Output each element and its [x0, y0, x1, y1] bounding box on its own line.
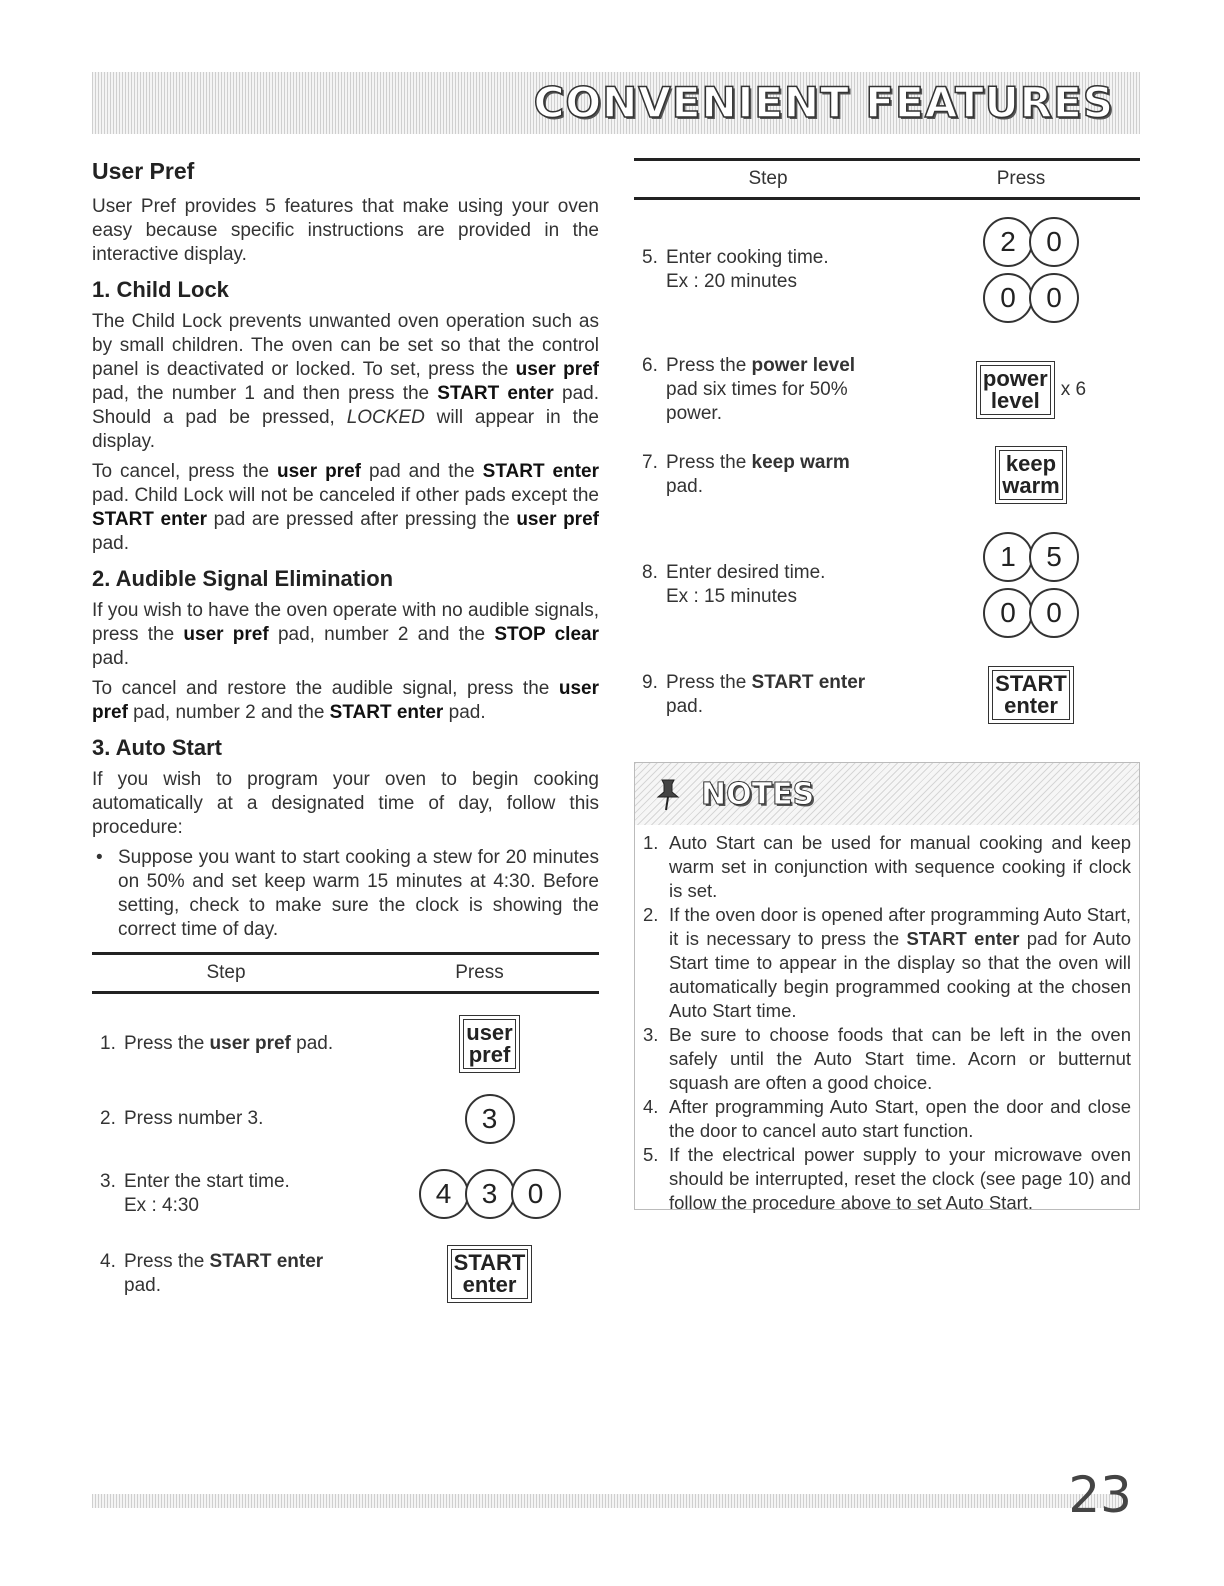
- col-press: Press: [996, 168, 1046, 189]
- notes-box: [634, 762, 1140, 1213]
- pushpin-icon: [653, 777, 683, 811]
- step-row-9: 9. Press the START enter pad. START enter: [634, 660, 1140, 730]
- step-row-5: 5. Enter cooking time. Ex : 20 minutes 2 0 0 0: [634, 200, 1140, 340]
- page-number: 23: [1068, 1466, 1132, 1524]
- step-row-8: 8. Enter desired time. Ex : 15 minutes 1 5 0 0: [634, 510, 1140, 660]
- step-row-7: 7. Press the keep warm pad. keep warm: [634, 440, 1140, 510]
- times-six-label: x 6: [1060, 379, 1087, 400]
- auto-start-bullet: • Suppose you want to start cooking a stew for 20 minutes on 50% and set keep warm 15 minutes at 4:30. Before setting, check to make sure the clock is showing the correct time of day.: [92, 846, 599, 942]
- footer-bar: [92, 1494, 1122, 1508]
- digit-0-key: 0: [1029, 217, 1079, 267]
- child-lock-para-1: The Child Lock prevents unwanted oven operation such as by small children. The oven can be set so that the control panel is deactivated or locked. To set, press the user pref pad, the number 1 and then press the START enter pad. Should a pad be pressed, LOCKED will appear in the display.: [92, 311, 599, 452]
- note-1: 1. Auto Start can be used for manual cooking and keep warm set in conjunction with sequence cooking if clock is set.: [643, 832, 1131, 901]
- note-4: 4. After programming Auto Start, open the door and close the door to cancel auto start function.: [643, 1096, 1131, 1141]
- keep-warm-key: keep warm: [995, 446, 1066, 504]
- audible-para-1: If you wish to have the oven operate with no audible signals, press the user pref pad, number 2 and the STOP clear pad.: [92, 600, 599, 669]
- notes-header: [635, 763, 1139, 825]
- step-row-1: 1. Press the user pref pad. user pref: [92, 1004, 599, 1084]
- child-lock-heading: 1. Child Lock: [92, 277, 229, 302]
- col-press: Press: [455, 962, 504, 983]
- steps-table-header-right: [634, 158, 1140, 200]
- digit-0-key: 0: [983, 273, 1033, 323]
- right-column: [634, 158, 1140, 730]
- col-step: Step: [748, 168, 788, 189]
- digit-0-key: 0: [983, 588, 1033, 638]
- auto-start-bullets: [92, 846, 599, 942]
- digit-3-key: 3: [465, 1169, 515, 1219]
- step-row-2: 2. Press number 3. 3: [92, 1084, 599, 1154]
- header-banner: [92, 72, 1140, 134]
- digit-5-key: 5: [1029, 532, 1079, 582]
- notes-list: [635, 825, 1139, 1215]
- child-lock-para-2: To cancel, press the user pref pad and the START enter pad. Child Lock will not be canceled if other pads except the START enter pad are pressed after pressing the user pref pad.: [92, 461, 599, 554]
- col-step: Step: [206, 962, 246, 983]
- digit-0-key: 0: [511, 1169, 561, 1219]
- digit-1-key: 1: [983, 532, 1033, 582]
- step-row-6: 6. Press the power level pad six times for 50% power. power level x 6: [642, 355, 1087, 424]
- audible-para-2: To cancel and restore the audible signal, press the user pref pad, number 2 and the START enter pad.: [92, 678, 599, 723]
- note-3: 3. Be sure to choose foods that can be left in the oven safely until the Auto Start time. Acorn or butternut squash are often a good choice.: [643, 1024, 1131, 1093]
- left-column: [92, 158, 599, 1314]
- power-level-key: power level: [976, 361, 1055, 419]
- user-pref-intro: User Pref provides 5 features that make using your oven easy because specific instructions are provided in the interactive display.: [92, 196, 599, 265]
- note-2: 2. If the oven door is opened after programming Auto Start, it is necessary to press the START enter pad for Auto Start time to appear in the display so that the oven will automatically begin programmed cooking at the chosen Auto Start time.: [643, 904, 1131, 1021]
- digit-0-key: 0: [1029, 588, 1079, 638]
- digit-3-key: 3: [465, 1094, 515, 1144]
- auto-start-heading: 3. Auto Start: [92, 735, 222, 760]
- note-5: 5. If the electrical power supply to your microwave oven should be interrupted, reset the clock (see page 10) and follow the procedure above to set Auto Start.: [643, 1144, 1131, 1213]
- digit-0-key: 0: [1029, 273, 1079, 323]
- auto-start-para: If you wish to program your oven to begin cooking automatically at a designated time of day, follow this procedure:: [92, 769, 599, 838]
- start-enter-key: START enter: [447, 1245, 533, 1303]
- start-enter-key: START enter: [988, 666, 1074, 724]
- digit-2-key: 2: [983, 217, 1033, 267]
- digit-4-key: 4: [419, 1169, 469, 1219]
- audible-heading: 2. Audible Signal Elimination: [92, 566, 394, 591]
- user-pref-heading: User Pref: [92, 158, 195, 184]
- notes-title: NOTES: [701, 777, 815, 812]
- page-title: CONVENIENT FEATURES: [533, 78, 1114, 127]
- steps-table-header-left: [92, 952, 599, 994]
- user-pref-key: user pref: [459, 1015, 519, 1073]
- step-row-3: 3. Enter the start time. Ex : 4:30 4 3 0: [92, 1154, 599, 1234]
- step-row-4: 4. Press the START enter pad. START enter: [92, 1234, 599, 1314]
